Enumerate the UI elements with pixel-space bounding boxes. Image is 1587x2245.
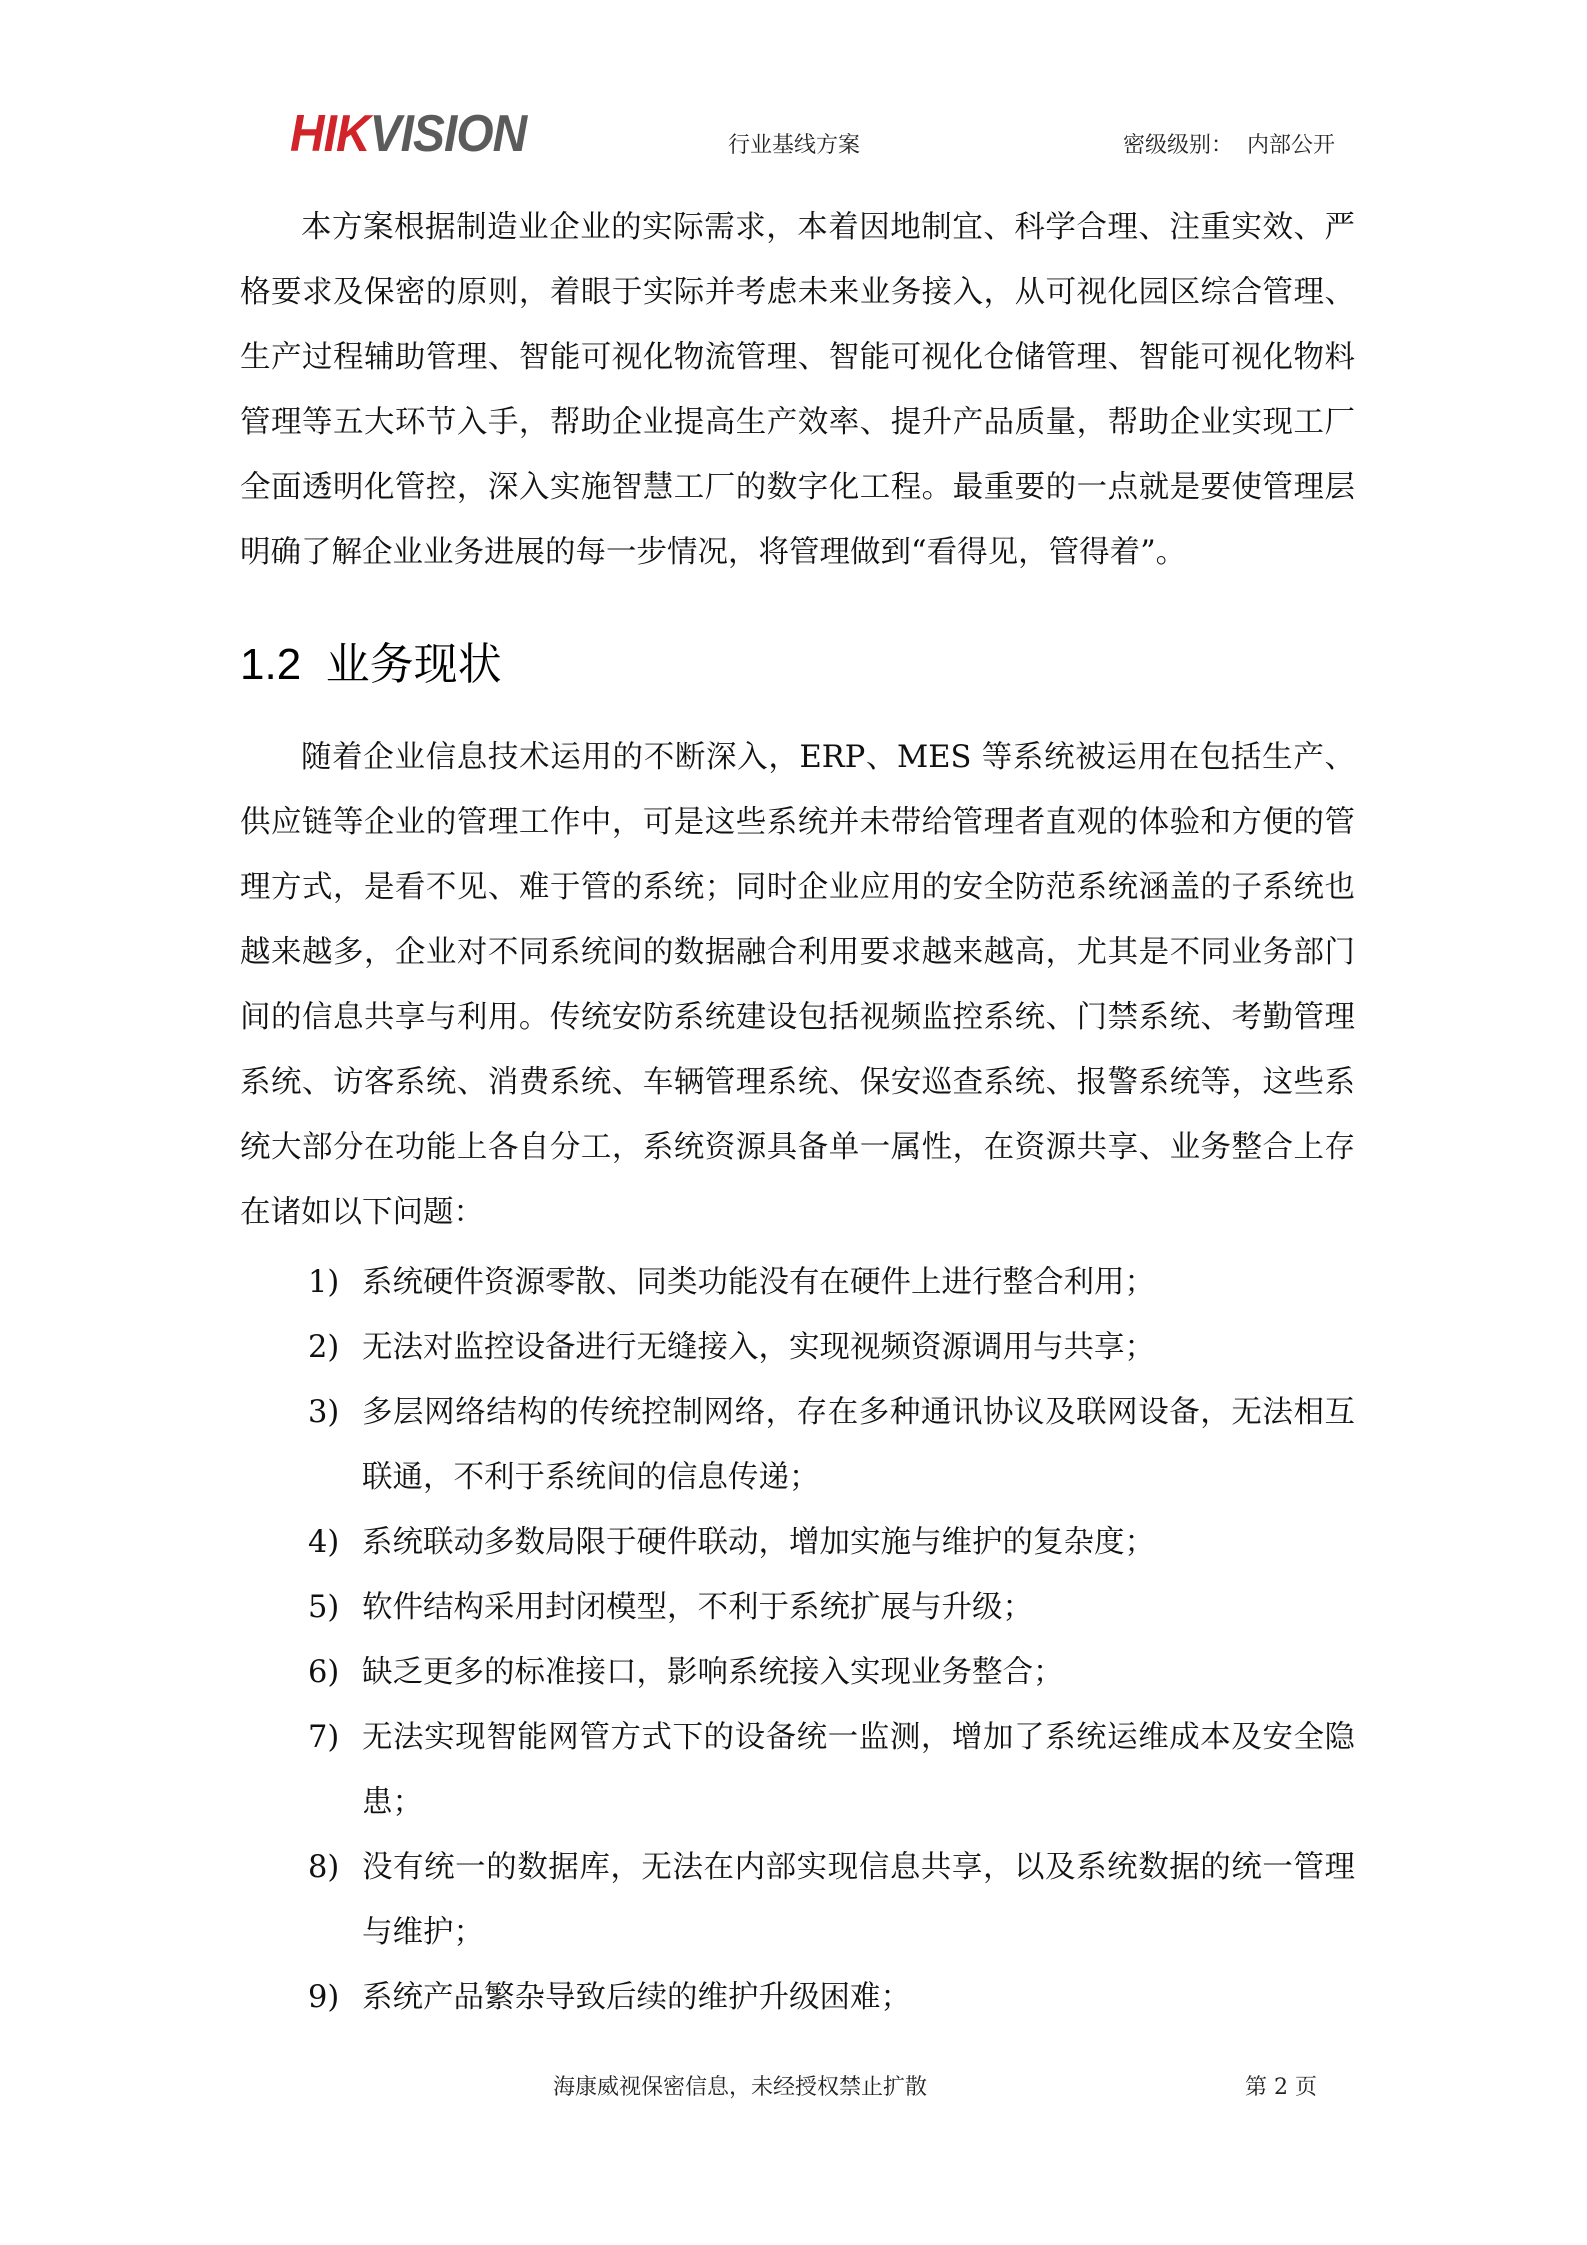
intro-paragraph: 本方案根据制造业企业的实际需求，本着因地制宜、科学合理、注重实效、严格要求及保密的原则，着眼于实际并考虑未来业务接入，从可视化园区综合管理、生产过程辅助管理、智能可视化物流管理、智能可视化仓储管理、智能可视化物料管理等五大环节入手，帮助企业提高生产效率、提升产品质量，帮助企业实现工厂全面透明化管控，深入实施智慧工厂的数字化工程。最重要的一点就是要使管理层明确了解企业业务进展的每一步情况，将管理做到“看得见，管得着”。 [240, 210, 1355, 570]
section-paragraph: 随着企业信息技术运用的不断深入，ERP、MES 等系统被运用在包括生产、供应链等企业的管理工作中，可是这些系统并未带给管理者直观的体验和方便的管理方式，是看不见、难于管的系统；同时企业应用的安全防范系统涵盖的子系统也越来越多，企业对不同系统间的数据融合利用要求越来越高，尤其是不同业务部门间的信息共享与利用。传统安防系统建设包括视频监控系统、门禁系统、考勤管理系统、访客系统、消费系统、车辆管理系统、保安巡查系统、报警系统等，这些系统大部分在功能上各自分工，系统资源具备单一属性，在资源共享、业务整合上存在诸如以下问题： [240, 740, 1355, 1230]
list-number: 6) [308, 1655, 340, 1690]
list-number: 7) [308, 1720, 340, 1755]
list-text: 多层网络结构的传统控制网络，存在多种通讯协议及联网设备，无法相互联通，不利于系统间的信息传递； [362, 1395, 1355, 1495]
page-number: 第 2 页 [1245, 2075, 1317, 2100]
classification-level: 密级级别： 内部公开 [1123, 133, 1335, 158]
list-item [240, 1640, 1355, 1705]
list-item [240, 1965, 1355, 2030]
list-number: 1) [308, 1265, 340, 1300]
list-number: 3) [308, 1395, 340, 1430]
logo-hik-text: HIK [290, 105, 370, 163]
list-item [240, 1380, 1355, 1510]
list-text: 没有统一的数据库，无法在内部实现信息共享，以及系统数据的统一管理与维护； [362, 1850, 1355, 1950]
document-type: 行业基线方案 [728, 133, 861, 158]
list-number: 8) [308, 1850, 340, 1885]
logo-vision-text: VISION [369, 105, 527, 163]
list-text: 系统联动多数局限于硬件联动，增加实施与维护的复杂度； [362, 1525, 1155, 1560]
list-text: 缺乏更多的标准接口，影响系统接入实现业务整合； [362, 1655, 1064, 1690]
list-text: 系统产品繁杂导致后续的维护升级困难； [362, 1980, 911, 2015]
list-text: 系统硬件资源零散、同类功能没有在硬件上进行整合利用； [362, 1265, 1155, 1300]
list-item [240, 1250, 1355, 1315]
list-text: 软件结构采用封闭模型，不利于系统扩展与升级； [362, 1590, 1033, 1625]
list-text: 无法对监控设备进行无缝接入，实现视频资源调用与共享； [362, 1330, 1155, 1365]
section-heading: 1.2 业务现状 [240, 640, 502, 689]
list-item [240, 1315, 1355, 1380]
list-number: 9) [308, 1980, 340, 2015]
list-number: 5) [308, 1590, 340, 1625]
confidentiality-notice: 海康威视保密信息，未经授权禁止扩散 [553, 2075, 928, 2100]
list-item [240, 1510, 1355, 1575]
problem-list [240, 1250, 1355, 2030]
list-number: 2) [308, 1330, 340, 1365]
page-header [0, 0, 1587, 190]
list-item [240, 1575, 1355, 1640]
list-item [240, 1835, 1355, 1965]
hikvision-logo [290, 105, 527, 163]
list-item [240, 1705, 1355, 1835]
list-text: 无法实现智能网管方式下的设备统一监测，增加了系统运维成本及安全隐患； [362, 1720, 1355, 1820]
list-number: 4) [308, 1525, 340, 1560]
